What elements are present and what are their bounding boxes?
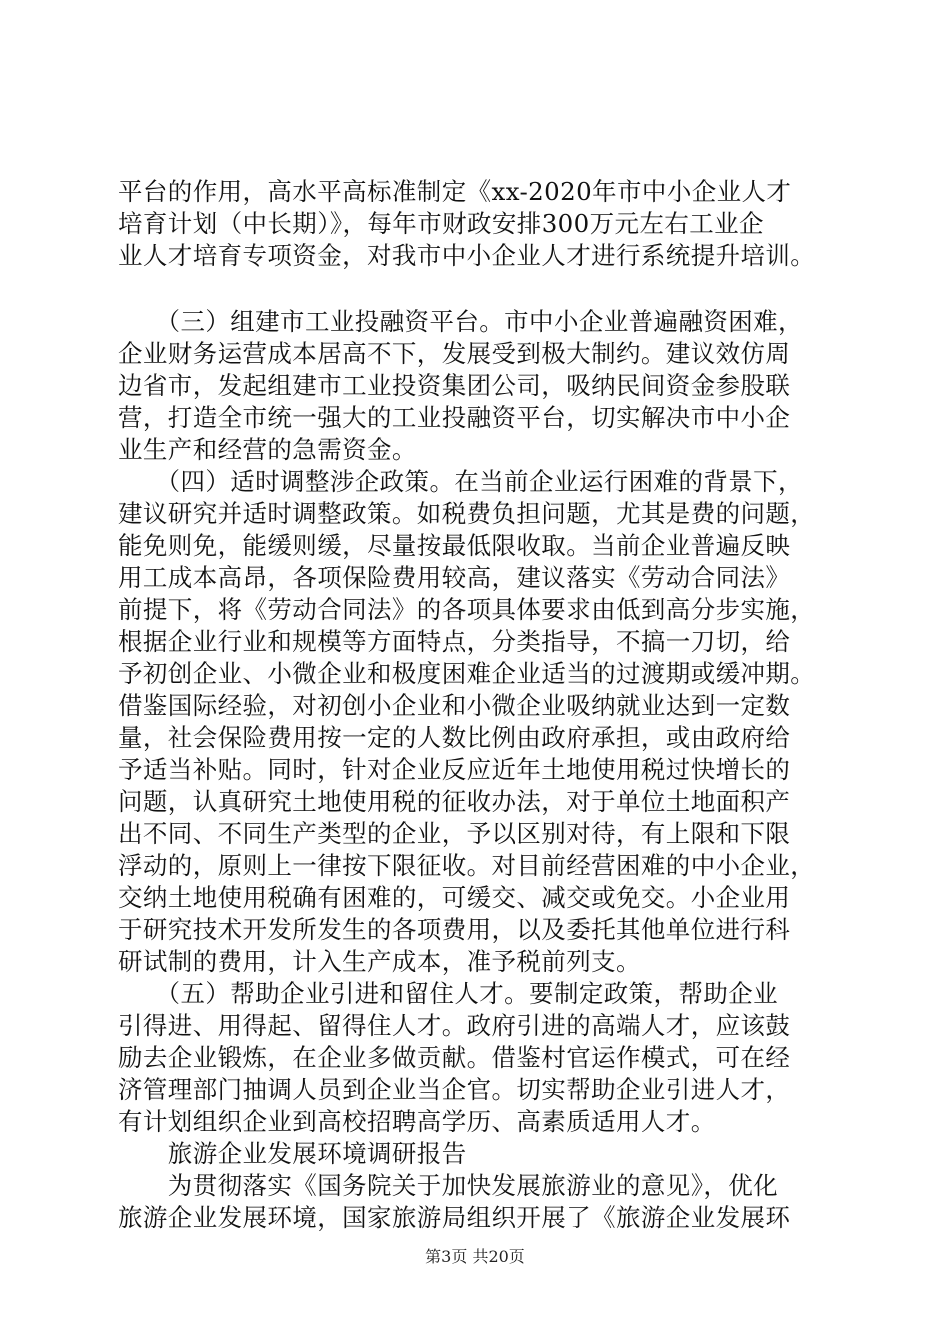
text-line: 研试制的费用，计入生产成本，准予税前列支。 xyxy=(118,947,641,976)
text-line: 引得进、用得起、留得住人才。政府引进的高端人才，应该鼓 xyxy=(118,1011,791,1040)
text-line: 能免则免，能缓则缓，尽量按最低限收取。当前企业普遍反映 xyxy=(118,531,791,560)
text-line: 励去企业锻炼，在企业多做贡献。借鉴村官运作模式，可在经 xyxy=(118,1043,791,1072)
text-line: 量，社会保险费用按一定的人数比例由政府承担，或由政府给 xyxy=(118,723,791,752)
paragraph-block-1 xyxy=(118,176,848,272)
text-line: 培育计划（中长期）》，每年市财政安排300万元左右工业企 xyxy=(118,209,764,238)
text-line: 建议研究并适时调整政策。如税费负担问题，尤其是费的问题， xyxy=(118,499,816,528)
text-line: 营，打造全市统一强大的工业投融资平台，切实解决市中小企 xyxy=(118,403,791,432)
text-line: 予适当补贴。同时，针对企业反应近年土地使用税过快增长的 xyxy=(118,755,791,784)
page-number-footer: 第3页 共20页 xyxy=(425,1247,525,1266)
text-line: 借鉴国际经验，对初创小企业和小微企业吸纳就业达到一定数 xyxy=(118,691,791,720)
paragraph-block-2 xyxy=(118,306,848,1234)
document-body xyxy=(118,176,848,1234)
text-line: （四）适时调整涉企政策。在当前企业运行困难的背景下， xyxy=(118,467,803,496)
text-line: 旅游企业发展环境，国家旅游局组织开展了《旅游企业发展环 xyxy=(118,1203,791,1232)
text-line: 于研究技术开发所发生的各项费用，以及委托其他单位进行科 xyxy=(118,915,791,944)
text-line: 平台的作用，高水平高标准制定《xx-2020年市中小企业人才 xyxy=(118,177,792,206)
text-line: 用工成本高昂，各项保险费用较高，建议落实《劳动合同法》 xyxy=(118,563,791,592)
text-line: 前提下，将《劳动合同法》的各项具体要求由低到高分步实施， xyxy=(118,595,816,624)
text-line: 交纳土地使用税确有困难的，可缓交、减交或免交。小企业用 xyxy=(118,883,791,912)
text-line: 根据企业行业和规模等方面特点，分类指导，不搞一刀切，给 xyxy=(118,627,791,656)
text-line: （五）帮助企业引进和留住人才。要制定政策，帮助企业 xyxy=(118,979,779,1008)
text-line: 企业财务运营成本居高不下，发展受到极大制约。建议效仿周 xyxy=(118,339,791,368)
paragraph-gap xyxy=(118,272,848,306)
text-line: 浮动的，原则上一律按下限征收。对目前经营困难的中小企业， xyxy=(118,851,816,880)
text-line: 有计划组织企业到高校招聘高学历、高素质适用人才。 xyxy=(118,1107,716,1136)
text-line: 问题，认真研究土地使用税的征收办法，对于单位土地面积产 xyxy=(118,787,791,816)
text-line: 为贯彻落实《国务院关于加快发展旅游业的意见》，优化 xyxy=(118,1171,779,1200)
text-line: 业人才培育专项资金，对我市中小企业人才进行系统提升培训。 xyxy=(118,241,816,270)
text-line: （三）组建市工业投融资平台。市中小企业普遍融资困难， xyxy=(118,307,803,336)
text-line: 济管理部门抽调人员到企业当企官。切实帮助企业引进人才， xyxy=(118,1075,791,1104)
text-line: 旅游企业发展环境调研报告 xyxy=(118,1139,467,1168)
text-line: 予初创企业、小微企业和极度困难企业适当的过渡期或缓冲期。 xyxy=(118,659,816,688)
text-line: 出不同、不同生产类型的企业，予以区别对待，有上限和下限 xyxy=(118,819,791,848)
text-line: 业生产和经营的急需资金。 xyxy=(118,435,417,464)
text-line: 边省市，发起组建市工业投资集团公司，吸纳民间资金参股联 xyxy=(118,371,791,400)
